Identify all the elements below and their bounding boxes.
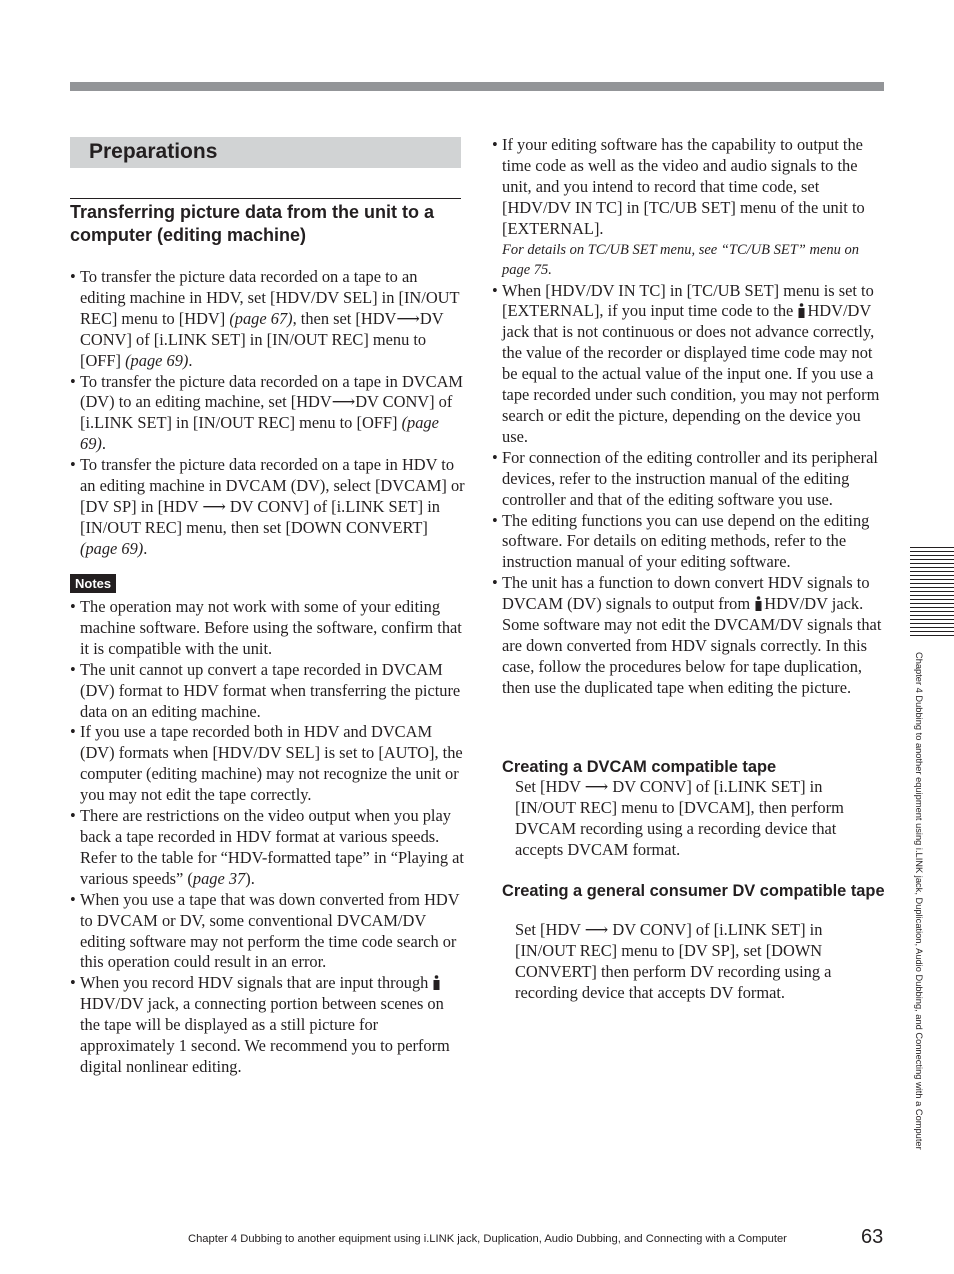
notes-badge: Notes — [70, 574, 116, 593]
list-item: • The operation may not work with some of your editing machine software. Before using the software, confirm that it is compatible with the unit. — [70, 597, 465, 660]
right-bullet-list — [492, 135, 887, 699]
header-rule — [70, 82, 884, 91]
dvcam-text: Set [HDV ⟶ DV CONV] of [i.LINK SET] in [IN/OUT REC] menu to [DVCAM], then perform DVCAM recording using a recording device that accepts DVCAM format. — [515, 777, 844, 859]
list-item: • The editing functions you can use depend on the editing software. For details on editing methods, refer to the instruction manual of your editing software. — [492, 511, 887, 574]
ilink-icon — [797, 303, 806, 318]
list-item: • To transfer the picture data recorded on a tape to an editing machine in HDV, set [HDV/DV SEL] in [IN/OUT REC] menu to [HDV] (page 67), then set [HDV⟶DV CONV] of [i.LINK SET] in [IN/OUT REC] menu to [OFF] (page 69). — [70, 267, 465, 372]
footer-chapter-title: Chapter 4 Dubbing to another equipment using i.LINK jack, Duplication, Audio Dubbing, and Connecting with a Computer — [188, 1233, 787, 1245]
list-item: • For connection of the editing controller and its peripheral devices, refer to the instruction manual of the editing controller and that of the editing software you use. — [492, 448, 887, 511]
list-item: • To transfer the picture data recorded on a tape in DVCAM (DV) to an editing machine, set [HDV⟶DV CONV] of [i.LINK SET] in [IN/OUT REC] menu to [OFF] (page 69). — [70, 372, 465, 456]
subheading-rule — [70, 198, 461, 199]
page-number: 63 — [861, 1226, 884, 1248]
dv-heading: Creating a general consumer DV compatible tape — [502, 882, 885, 900]
dvcam-heading: Creating a DVCAM compatible tape — [502, 758, 777, 776]
list-item: • If your editing software has the capability to output the time code as well as the video and audio signals to the unit, and you intend to record that time code, set [HDV/DV IN TC] in [TC/UB SET] menu of the unit to [EXTERNAL]. For details on TC/UB SET menu, see “TC/UB SET” menu on page 75. — [492, 135, 887, 281]
chapter-side-label: Chapter 4 Dubbing to another equipment using i.LINK jack, Duplication, Audio Dubbing, and Connecting with a Computer — [914, 652, 924, 1150]
subheading: Transferring picture data from the unit to a computer (editing machine) — [70, 202, 435, 245]
list-item: • When you record HDV signals that are input through HDV/DV jack, a connecting portion between scenes on the tape will be displayed as a still picture for approximately 1 second. We recommend you to perform digital nonlinear editing. — [70, 973, 465, 1078]
list-item: • When you use a tape that was down converted from HDV to DVCAM or DV, some conventional DVCAM/DV editing software may not perform the time code search or this operation could result in an error. — [70, 890, 465, 974]
list-item: • To transfer the picture data recorded on a tape in HDV to an editing machine in DVCAM (DV), select [DVCAM] or [DV SP] in [HDV ⟶ DV CONV] of [i.LINK SET] in [IN/OUT REC] menu, then set [DOWN CONVERT] (page 69). — [70, 455, 465, 560]
dv-text: Set [HDV ⟶ DV CONV] of [i.LINK SET] in [IN/OUT REC] menu to [DV SP], set [DOWN CONVERT] then perform DV recording using a recording device that accepts DV format. — [515, 920, 832, 1002]
list-item: • The unit has a function to down convert HDV signals to DVCAM (DV) signals to output from HDV/DV jack. Some software may not edit the DVCAM/DV signals that are down converted from HDV signals correctly. In this case, follow the procedures below for tape duplication, then use the duplicated tape when editing the picture. — [492, 573, 887, 698]
section-title: Preparations — [89, 140, 218, 163]
reference-note: For details on TC/UB SET menu, see “TC/UB SET” menu on page 75. — [502, 241, 860, 279]
list-item: • When [HDV/DV IN TC] in [TC/UB SET] menu is set to [EXTERNAL], if you input time code to the HDV/DV jack that is not continuous or does not advance correctly, the value of the recorder or displayed time code may not be equal to the actual value of the input one. If you use a tape recorded under such condition, you may not perform search or edit the picture, depending on the device you use. — [492, 281, 887, 448]
list-item: • The unit cannot up convert a tape recorded in DVCAM (DV) format to HDV format when transferring the picture data on an editing machine. — [70, 660, 465, 723]
left-bullet-list — [70, 267, 465, 560]
notes-list — [70, 597, 465, 1078]
ilink-icon — [432, 975, 441, 990]
chapter-tab-marker — [910, 547, 954, 639]
list-item: • If you use a tape recorded both in HDV and DVCAM (DV) formats when [HDV/DV SEL] is set to [AUTO], the computer (editing machine) may not recognize the unit or you may not edit the tape correctly. — [70, 722, 465, 806]
ilink-icon — [754, 596, 763, 611]
section-title-box — [70, 137, 461, 168]
list-item: • There are restrictions on the video output when you play back a tape recorded in HDV format at various speeds. Refer to the table for “HDV-formatted tape” in “Playing at various speeds” (page 37). — [70, 806, 465, 890]
